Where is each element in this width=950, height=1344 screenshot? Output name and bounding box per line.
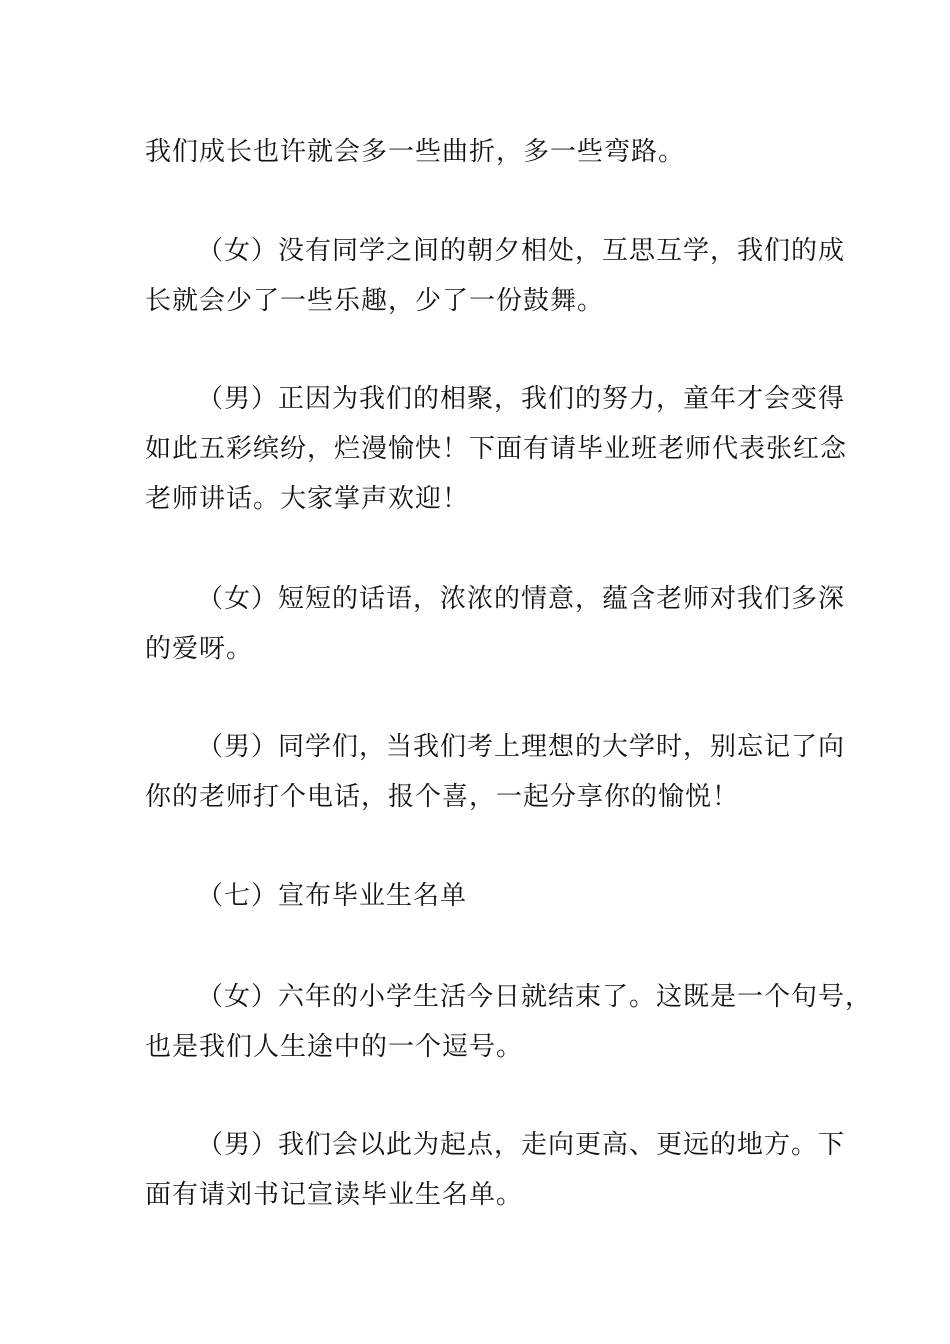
text-line: 老师讲话。大家掌声欢迎！ — [145, 484, 470, 514]
text-line: （女）没有同学之间的朝夕相处，互思互学，我们的成 — [197, 236, 846, 266]
text-line: （男）同学们，当我们考上理想的大学时，别忘记了向 — [197, 732, 846, 762]
text-line: （女）六年的小学生活今日就结束了。这既是一个句号， — [197, 982, 873, 1012]
text-line: （女）短短的话语，浓浓的情意，蕴含老师对我们多深 — [197, 584, 846, 614]
text-line: 我们成长也许就会多一些曲折，多一些弯路。 — [145, 137, 686, 167]
text-line: （男）我们会以此为起点，走向更高、更远的地方。下 — [197, 1130, 846, 1160]
paragraph-male-3 — [145, 1120, 846, 1220]
text-line: 面有请刘书记宣读毕业生名单。 — [145, 1180, 524, 1210]
paragraph-female-3 — [145, 972, 873, 1072]
paragraph-male-2 — [145, 722, 846, 822]
text-line: （男）正因为我们的相聚，我们的努力，童年才会变得 — [197, 384, 846, 414]
section-heading — [145, 871, 825, 921]
text-line: 你的老师打个电话，报个喜，一起分享你的愉悦！ — [145, 782, 740, 812]
text-line: 也是我们人生途中的一个逗号。 — [145, 1032, 524, 1062]
paragraph-male-1 — [145, 374, 848, 524]
text-line: 长就会少了一些乐趣，少了一份鼓舞。 — [145, 286, 605, 316]
paragraph-female-1 — [145, 226, 846, 326]
text-line: 如此五彩缤纷，烂漫愉快！下面有请毕业班老师代表张红念 — [145, 434, 848, 464]
text-line: （七）宣布毕业生名单 — [197, 881, 468, 911]
paragraph-continuation — [145, 127, 825, 177]
text-line: 的爱呀。 — [145, 634, 254, 664]
paragraph-female-2 — [145, 574, 846, 674]
